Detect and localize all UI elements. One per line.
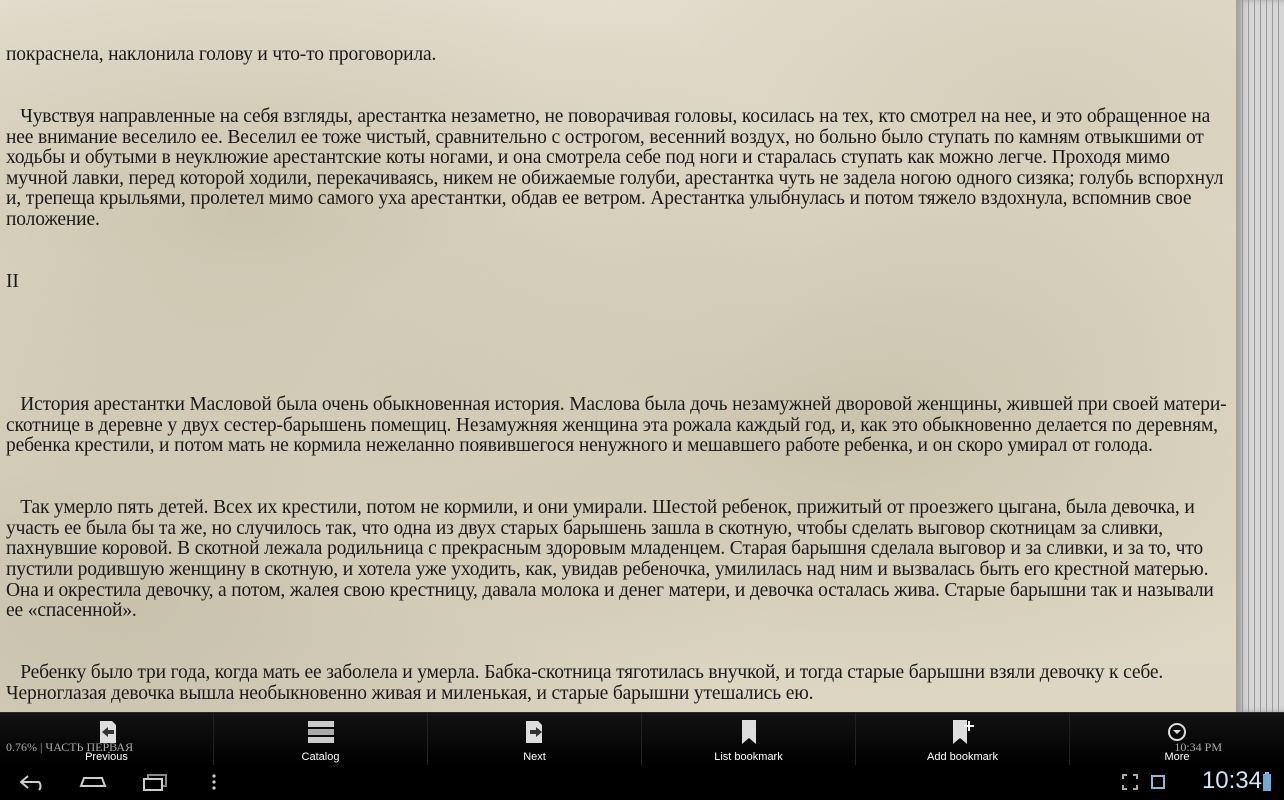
paragraph: Так умерло пять детей. Всех их крестили, потом не кормили, и они умирали. Шестой ребенок, прижитый от проезжего цыгана, была девочка, и участь ее была бы та же, но случилось так, что одна из двух старых барышень зашла в скотную, чтобы сделать выговор скотницам за сливки, пахнувшие коровой. В скотной лежала родильница с прекрасным здоровым младенцем. Старая барышня сделала выговор и за сливки, и за то, что пустили родившую женщину в скотную, и хотела уже уходить, как, увидав ребеночка, умилилась над ним и вызвалась быть его крестной матерью. Она и окрестила девочку, а потом, жалея свою крестницу, давала молока и денег матери, и девочка осталась жива. Старые барышни так и называли ее «спасенной». [6, 497, 1219, 622]
more-label: More [1164, 751, 1190, 763]
add-bookmark-label: Add bookmark [927, 751, 998, 763]
next-button[interactable] [428, 713, 642, 766]
list-bookmark-label: List bookmark [714, 751, 783, 763]
back-icon[interactable] [18, 771, 48, 793]
list-bookmark-button[interactable] [642, 713, 856, 766]
system-clock: 10:34 [1201, 767, 1262, 794]
battery-icon [1262, 771, 1272, 793]
home-icon[interactable] [78, 771, 108, 793]
book-text [6, 4, 1228, 712]
recent-apps-icon[interactable] [140, 771, 170, 793]
screenshot-icon [1150, 771, 1166, 793]
reading-progress: 0.76% | ЧАСТЬ ПЕРВАЯ [6, 740, 134, 754]
paragraph: покраснела, наклонила голову и что-то проговорила. [6, 44, 437, 66]
catalog-list-icon [306, 719, 336, 745]
catalog-label: Catalog [301, 751, 340, 763]
next-label: Next [523, 751, 546, 763]
next-page-icon [522, 719, 548, 745]
paragraph: Чувствуя направленные на себя взгляды, арестантка незаметно, не поворачивая головы, косилась на тех, кто смотрел на нее, и это обращенное на нее внимание веселило ее. Веселил ее тоже чистый, сравнительно с острогом, весенний воздух, но больно было ступать по камням отвыкшими от ходьбы и обутыми в неуклюжие арестантские коты ногами, и она смотрела себе под ноги и старалась ступать как можно легче. Проходя мимо мучной лавки, перед которой ходили, перекачиваясь, никем не обижаемые голуби, арестантка чуть не задела ногою одного сизяка; голубь вспорхнул и, трепеща крыльями, пролетел мимо самого уха арестантки, обдав ее ветром. Арестантка улыбнулась и потом тяжело вздохнула, вспомнив свое положение. [6, 105, 1229, 230]
paragraph: История арестантки Масловой была очень обыкновенная история. Маслова была дочь незамужней дворовой женщины, жившей при своей матери-скотнице в деревне у двух сестер-барышень помещиц. Незамужняя женщина эта рожала каждый год, и, как это обыкновенно делается по деревням, ребенка крестили, и потом мать не кормила нежеланно появившегося ненужного и мешавшего работе ребенка, и он скоро умирал от голода. [6, 394, 1227, 457]
page-stack-edge [1236, 0, 1284, 712]
catalog-button[interactable] [214, 713, 428, 766]
add-bookmark-button[interactable] [856, 713, 1070, 766]
previous-label: Previous [85, 751, 128, 763]
status-time: 10:34 PM [1174, 740, 1222, 754]
paragraph: Ребенку было три года, когда мать ее заболела и умерла. Бабка-скотница тяготилась внучкой, и тогда старые барышни взяли девочку к себе. Черноглазая девочка вышла необыкновенно живая и миленькая, и старые барышни утешались ею. [6, 662, 1168, 704]
fullscreen-icon[interactable] [1122, 771, 1138, 793]
android-navigation-bar [0, 765, 1284, 800]
menu-dots-icon[interactable] [210, 771, 218, 793]
add-bookmark-icon [950, 719, 976, 745]
blank-line [6, 334, 1228, 355]
bookmark-icon [739, 719, 759, 745]
reader-toolbar [0, 712, 1284, 766]
chapter-heading: II [6, 270, 19, 292]
